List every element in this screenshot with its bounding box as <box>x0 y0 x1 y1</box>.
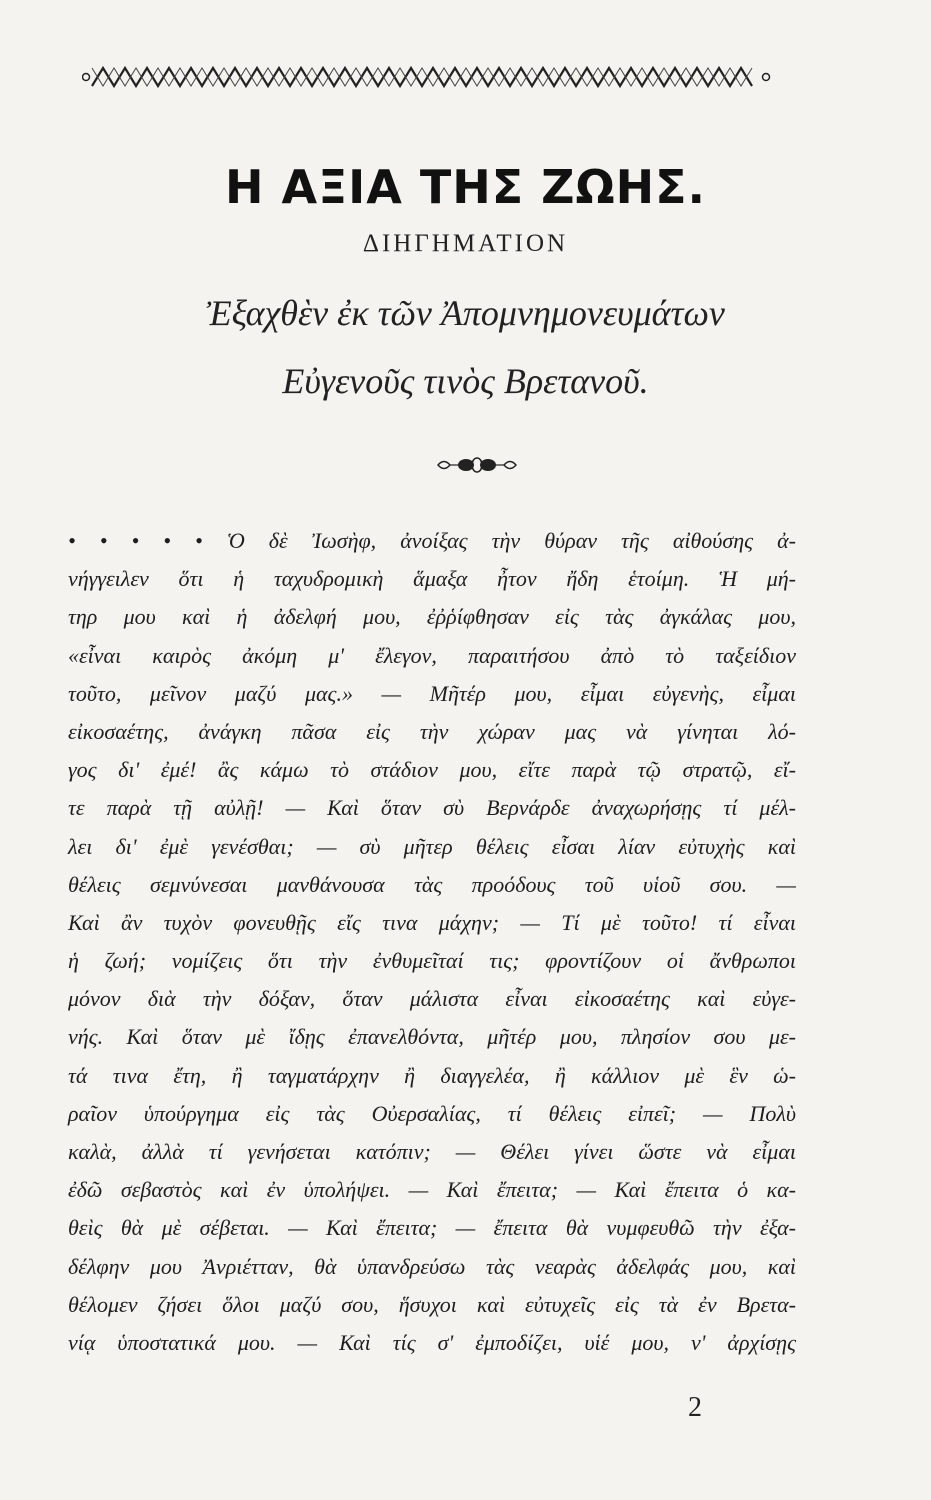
text-line: «εἶναι καιρὸς ἀκόμη μ' ἔλεγον, παραιτήσου ἀπὸ τὸ ταξείδιον <box>68 642 796 668</box>
text-line: ἡ ζωή; νομίζεις ὅτι τὴν ἐνθυμεῖταί τις; φροντίζουν οἱ ἄνθρωποι <box>68 948 796 974</box>
text-line: θεὶς θὰ μὲ σέβεται. — Καὶ ἔπειτα; — ἔπειτα θὰ νυμφευθῶ τὴν ἐξα- <box>68 1215 796 1241</box>
text-line: Καὶ ἂν τυχὸν φονευθῇς εἴς τινα μάχην; — Τί μὲ τοῦτο! τί εἶναι <box>68 909 796 935</box>
text-line: εἰκοσαέτης, ἀνάγκη πᾶσα εἰς τὴν χώραν μας νὰ γίνηται λό- <box>68 718 796 744</box>
text-line: ἐδῶ σεβαστὸς καὶ ἐν ὑπολήψει. — Καὶ ἔπειτα; — Καὶ ἔπειτα ὁ κα- <box>68 1177 796 1203</box>
top-ornament-border <box>82 64 772 90</box>
text-line: νίᾳ ὑποστατικά μου. — Καὶ τίς σ' ἐμποδίζει, υἱέ μου, ν' ἀρχίσῃς <box>68 1329 796 1355</box>
page-title: Η ΑΞΙΑ ΤΗΣ ΖΩΗΣ. <box>224 160 707 214</box>
page-number: 2 <box>688 1392 702 1423</box>
text-line: λει δι' ἐμὲ γενέσθαι; — σὺ μῆτερ θέλεις εἶσαι λίαν εὐτυχὴς καὶ <box>68 833 796 859</box>
text-line: δέλφην μου Ἀνριέτταν, θὰ ὑπανδρεύσω τὰς νεαρὰς ἀδελφάς μου, καὶ <box>68 1253 796 1279</box>
text-line: • • • • • Ὁ δὲ Ἰωσὴφ, ἀνοίξας τὴν θύραν τῆς αἰθούσης ἀ- <box>68 528 796 553</box>
page-subtitle: ΔΙΗΓΗΜΑΤΙΟΝ <box>362 230 569 257</box>
text-line: τά τινα ἔτη, ἢ ταγματάρχην ἢ διαγγελέα, ἢ κάλλιον μὲ ἓν ὡ- <box>68 1062 796 1088</box>
text-line: θέλομεν ζήσει ὅλοι μαζύ σου, ἥσυχοι καὶ εὐτυχεῖς εἰς τὰ ἐν Βρετα- <box>68 1291 796 1317</box>
source-line-2: Εὐγενοῦς τινὸς Βρετανοῦ. <box>282 361 649 401</box>
body-text <box>68 522 796 1362</box>
text-line: ραῖον ὑπούργημα εἰς τὰς Οὐερσαλίας, τί θέλεις εἰπεῖ; — Πολὺ <box>68 1100 796 1126</box>
source-line-1: Ἐξαχθὲν ἐκ τῶν Ἀπομνημονευμάτων <box>206 293 725 333</box>
text-line: νήγγειλεν ὅτι ἡ ταχυδρομικὴ ἅμαξα ἦτον ἤδη ἑτοίμη. Ἡ μή- <box>68 566 796 592</box>
text-line: νής. Καὶ ὅταν μὲ ἴδῃς ἐπανελθόντα, μῆτέρ μου, πλησίον σου με- <box>68 1024 796 1050</box>
section-divider-ornament <box>436 456 518 474</box>
text-line: τηρ μου καὶ ἡ ἀδελφή μου, ἐῤῥίφθησαν εἰς τὰς ἀγκάλας μου, <box>68 604 796 630</box>
text-line: γος δι' ἐμέ! ἂς κάμω τὸ στάδιον μου, εἴτε παρὰ τῷ στρατῷ, εἴ- <box>68 757 796 783</box>
text-line: τε παρὰ τῇ αὐλῇ! — Καὶ ὅταν σὺ Βερνάρδε ἀναχωρήσῃς τί μέλ- <box>68 795 796 821</box>
text-line: μόνον διὰ τὴν δόξαν, ὅταν μάλιστα εἶναι εἰκοσαέτης καὶ εὐγε- <box>68 986 796 1012</box>
text-line: θέλεις σεμνύνεσαι μανθάνουσα τὰς προόδους τοῦ υἱοῦ σου. — <box>68 871 796 897</box>
text-line: καλὰ, ἀλλὰ τί γενήσεται κατόπιν; — Θέλει γίνει ὥστε νὰ εἶμαι <box>68 1139 796 1164</box>
text-line: τοῦτο, μεῖνον μαζύ μας.» — Μῆτέρ μου, εἶμαι εὐγενὴς, εἶμαι <box>68 680 796 706</box>
